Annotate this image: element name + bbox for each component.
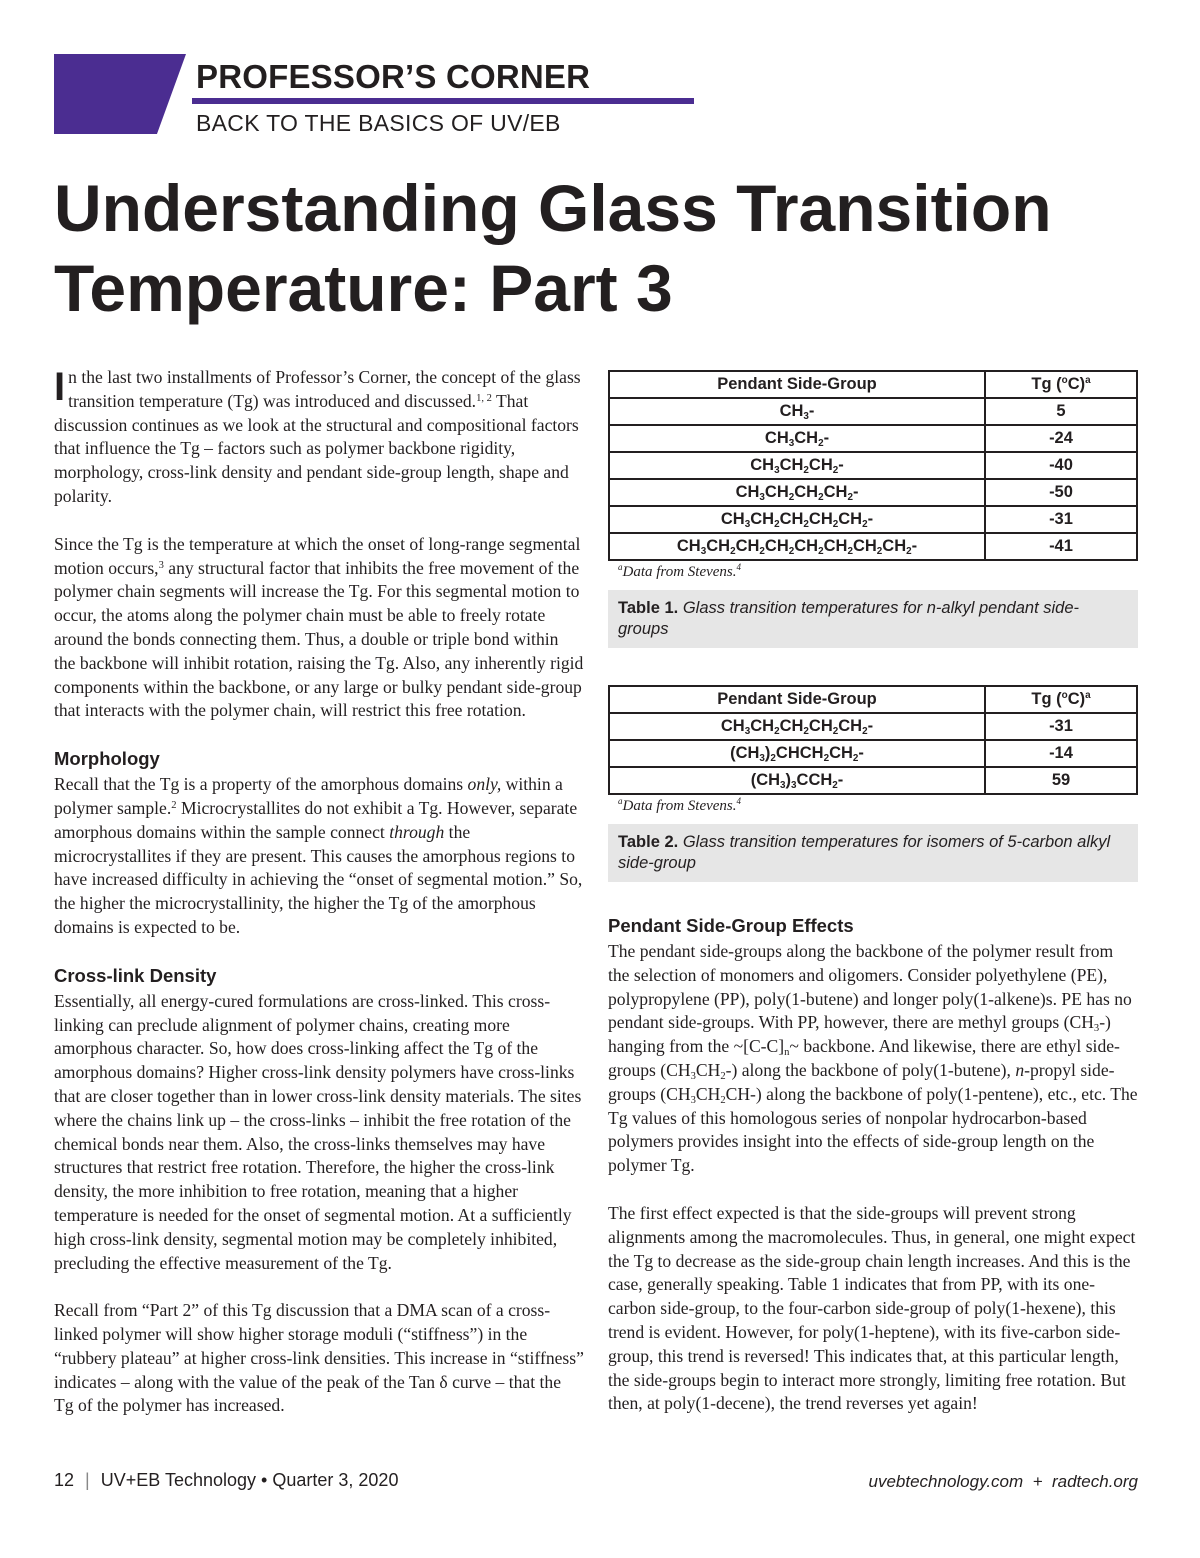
morphology-paragraph: Recall that the Tg is a property of the amorphous domains only, within a polymer sample.$^2$ Microcrystallites do not exhibit a Tg. However, separate amorphous domains within the sample connect through the microcrystallites if they are present. This causes the amorphous regions to have increased difficulty in achieving the “onset of segmental motion.” So, the higher the microcrystallinity, the higher the Tg of the amorphous domains is expected to be. <box>54 774 583 937</box>
crosslink-paragraph-2: Recall from “Part 2” of this Tg discussion that a DMA scan of a cross-linked polymer will show higher storage moduli (“stiffness”) in the “rubbery plateau” at higher cross-link densities. This increase in “stiffness” indicates – along with the value of the peak of the Tan δ curve – that the Tg of the polymer has increased. <box>54 1300 584 1416</box>
side-group-cell: $CH_3CH_2-$ <box>609 425 985 452</box>
tg-value-cell: -50 <box>985 479 1137 506</box>
table-row <box>609 452 1137 479</box>
table-row <box>609 533 1137 560</box>
table-row <box>609 479 1137 506</box>
tg-value-cell: -31 <box>985 713 1137 740</box>
crosslink-heading: Cross-link Density <box>54 964 217 986</box>
column-header-tg: Tg $(^oC)^a$ <box>985 686 1137 713</box>
side-group-cell: $CH_3CH_2CH_2CH_2CH_2-$ <box>609 506 985 533</box>
side-group-cell: $CH_3CH_2CH_2-$ <box>609 452 985 479</box>
table-2-body <box>609 713 1137 794</box>
column-header-side-group: Pendant Side-Group <box>609 686 985 713</box>
tg-value-cell: -24 <box>985 425 1137 452</box>
side-group-cell: $CH_3CH_2CH_2CH_2CH_2CH_2CH_2CH_2-$ <box>609 533 985 560</box>
side-group-cell: $(CH_3)_2CHCH_2CH_2-$ <box>609 740 985 767</box>
tg-value-cell: -14 <box>985 740 1137 767</box>
table-1-block <box>608 370 1138 648</box>
article-title: Understanding Glass Transition Temperature: Part 3 <box>54 171 1052 325</box>
footer-publication <box>54 1470 398 1491</box>
tg-value-cell: 59 <box>985 767 1137 794</box>
footer-bullet: • <box>261 1470 268 1490</box>
table-2-block <box>608 685 1138 882</box>
right-column <box>608 914 1138 1440</box>
side-group-cell: $CH_3CH_2CH_2CH_2CH_2-$ <box>609 713 985 740</box>
tg-value-cell: -40 <box>985 452 1137 479</box>
footer-websites: uvebtechnology.com + radtech.org <box>868 1472 1138 1491</box>
footer-separator: | <box>85 1470 90 1490</box>
table-row <box>609 398 1137 425</box>
page-number: 12 <box>54 1470 75 1490</box>
table-2-footnote: $^a$Data from Stevens.$^4$ <box>618 796 742 814</box>
table-2 <box>608 685 1138 795</box>
tg-value-cell: 5 <box>985 398 1137 425</box>
pendant-paragraph-2: The first effect expected is that the side-groups will prevent strong alignments among the macromolecules. Thus, in general, one might expect the Tg to decrease as the side-group chain length increases. And this is the case, generally speaking. Table 1 indicates that from PP, with its one-carbon side-group, to the four-carbon side-group of poly(1-hexene), this trend is evident. However, for poly(1-heptene), with its five-carbon side-group, this trend is reversed! This indicates that, at this particular length, the side-groups begin to interact more strongly, limiting free rotation. But then, at poly(1-decene), the trend reverses yet again! <box>608 1202 1136 1414</box>
table-row <box>609 713 1137 740</box>
column-header-side-group: Pendant Side-Group <box>609 371 985 398</box>
table-row <box>609 425 1137 452</box>
drop-cap: I <box>54 365 66 409</box>
section-kicker: PROFESSOR’S CORNER <box>196 58 591 95</box>
side-group-cell: $CH_3-$ <box>609 398 985 425</box>
table-1-body <box>609 398 1137 560</box>
table-2-caption: Table 2. Glass transition temperatures for isomers of 5-carbon alkyl side-group <box>608 824 1138 882</box>
intro-paragraph-2: Since the Tg is the temperature at which the onset of long-range segmental motion occurs,$^3$ any structural factor that inhibits the free movement of the polymer chain segments will increase the Tg. For this segmental motion to occur, the atoms along the polymer chain must be able to freely rotate around the bonds connecting them. Thus, a double or triple bond within the backbone will inhibit rotation, raising the Tg. Also, any inherently rigid components within the backbone, or any large or bulky pendant side-group that interacts with the polymer chain, will restrict this free rotation. <box>54 533 584 721</box>
intro-paragraph-1: In the last two installments of Professor’s Corner, the concept of the glass transition temperature (Tg) was introduced and discussed.$^{1, 2}$ That discussion continues as we look at the structural and compositional factors that influence the Tg – factors such as polymer backbone rigidity, morphology, cross-link density and pendant side-group length, shape and polarity. <box>54 365 581 506</box>
tg-value-cell: -41 <box>985 533 1137 560</box>
table-header-row <box>609 371 1137 398</box>
pendant-paragraph-1: The pendant side-groups along the backbone of the polymer result from the selection of monomers and oligomers. Consider polyethylene (PE), polypropylene (PP), poly(1-butene) and longer poly(1-alkene)s. PE has no pendant side-groups. With PP, however, there are methyl groups $(CH_3-)$ hanging from the $\sim[C-C]_n\sim$ backbone. And likewise, there are ethyl side-groups $(CH_3CH_2-)$ along the backbone of poly(1-butene), n-propyl side-groups $(CH_3CH_2CH-)$ along the backbone of poly(1-pentene), etc., etc. The Tg values of this homologous series of nonpolar hydrocarbon-based polymers provides insight into the effects of side-group length on the polymer Tg. <box>608 941 1138 1176</box>
table-row <box>609 740 1137 767</box>
morphology-heading: Morphology <box>54 748 160 770</box>
pendant-heading: Pendant Side-Group Effects <box>608 915 854 936</box>
issue-date: Quarter 3, 2020 <box>272 1470 399 1490</box>
table-row <box>609 506 1137 533</box>
kicker-underline <box>192 98 694 104</box>
side-group-cell: $CH_3CH_2CH_2CH_2-$ <box>609 479 985 506</box>
series-title: BACK TO THE BASICS OF UV/EB <box>196 110 561 136</box>
side-group-cell: $(CH_3)_3CCH_2-$ <box>609 767 985 794</box>
table-1-caption: Table 1. Glass transition temperatures for n-alkyl pendant side-groups <box>608 590 1138 648</box>
column-header-tg: Tg $(^oC)^a$ <box>985 371 1137 398</box>
tg-value-cell: -31 <box>985 506 1137 533</box>
table-1 <box>608 370 1138 561</box>
left-column <box>54 366 584 1442</box>
table-header-row <box>609 686 1137 713</box>
crosslink-paragraph-1: Essentially, all energy-cured formulations are cross-linked. This cross-linking can preclude alignment of polymer chains, creating more amorphous character. So, how does cross-linking affect the Tg of the amorphous domains? Higher cross-link density polymers have cross-links that are closer together than in lower cross-link density materials. The sites where the chains link up – the cross-links – inhibit the free rotation of the chemical bonds near them. Also, the cross-links themselves may have structures that restrict free rotation. Therefore, the higher the cross-link density, the more inhibition to free rotation, meaning that a higher temperature is needed for the onset of segmental motion. At a sufficiently high cross-link density, segmental motion may be completely inhibited, precluding the effective measurement of the Tg. <box>54 990 582 1273</box>
table-1-footnote: $^a$Data from Stevens.$^4$ <box>618 562 742 580</box>
table-row <box>609 767 1137 794</box>
publication-name: UV+EB Technology <box>100 1470 257 1490</box>
header-accent-band <box>54 54 186 134</box>
